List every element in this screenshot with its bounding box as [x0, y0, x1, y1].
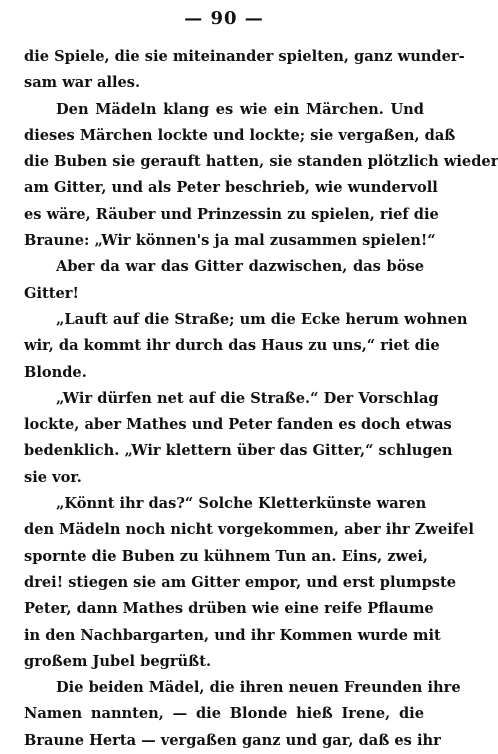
text-line: Gitter!: [24, 284, 79, 302]
text-line: drei! stiegen sie am Gitter empor, und erst plumpste: [24, 573, 457, 591]
text-line: den Mädeln noch nicht vorgekommen, aber ihr Zweifel: [24, 521, 474, 539]
text-line: wir, da kommt ihr durch das Haus zu uns,“ riet die: [24, 337, 440, 355]
text-line: bedenklich. „Wir klettern über das Gitter,“ schlugen: [24, 442, 453, 460]
text-line: sam war alles.: [24, 74, 141, 92]
text-line: Blonde.: [24, 363, 87, 381]
text-line: „Könnt ihr das?“ Solche Kletterkünste waren: [56, 495, 427, 513]
text-line: die Buben sie gerauft hatten, sie standen plötzlich wieder: [24, 153, 498, 171]
body-text: [24, 44, 498, 754]
text-line: sie vor.: [24, 468, 82, 486]
text-line: lockte, aber Mathes und Peter fanden es doch etwas: [24, 416, 452, 434]
text-line: Braune: „Wir können's ja mal zusammen spielen!“: [24, 232, 436, 250]
text-line: die Spiele, die sie miteinander spielten, ganz wunder-: [24, 48, 465, 65]
text-line: großem Jubel begrüßt.: [24, 652, 212, 670]
text-line: Die beiden Mädel, die ihren neuen Freunden ihre: [56, 679, 461, 697]
text-line: es wäre, Räuber und Prinzessin zu spielen, rief die: [24, 205, 439, 223]
text-line: Peter, dann Mathes drüben wie eine reife Pflaume: [24, 600, 434, 618]
text-line: spornte die Buben zu kühnem Tun an. Eins, zwei,: [24, 547, 428, 565]
text-line: „Lauft auf die Straße; um die Ecke herum wohnen: [56, 310, 468, 328]
text-line: Den Mädeln klang es wie ein Märchen. Und: [56, 100, 424, 118]
text-line: dieses Märchen lockte und lockte; sie vergaßen, daß: [24, 126, 456, 144]
text-line: in den Nachbargarten, und ihr Kommen wurde mit: [24, 626, 441, 644]
text-line: Braune Herta — vergaßen ganz und gar, daß es ihr: [24, 731, 441, 749]
page-number: — 90 —: [184, 8, 264, 29]
text-line: Namen nannten, — die Blonde hieß Irene, die: [24, 705, 424, 723]
text-line: am Gitter, und als Peter beschrieb, wie wundervoll: [24, 179, 438, 197]
text-line: Aber da war das Gitter dazwischen, das böse: [56, 258, 424, 276]
text-line: „Wir dürfen net auf die Straße.“ Der Vorschlag: [56, 389, 439, 407]
